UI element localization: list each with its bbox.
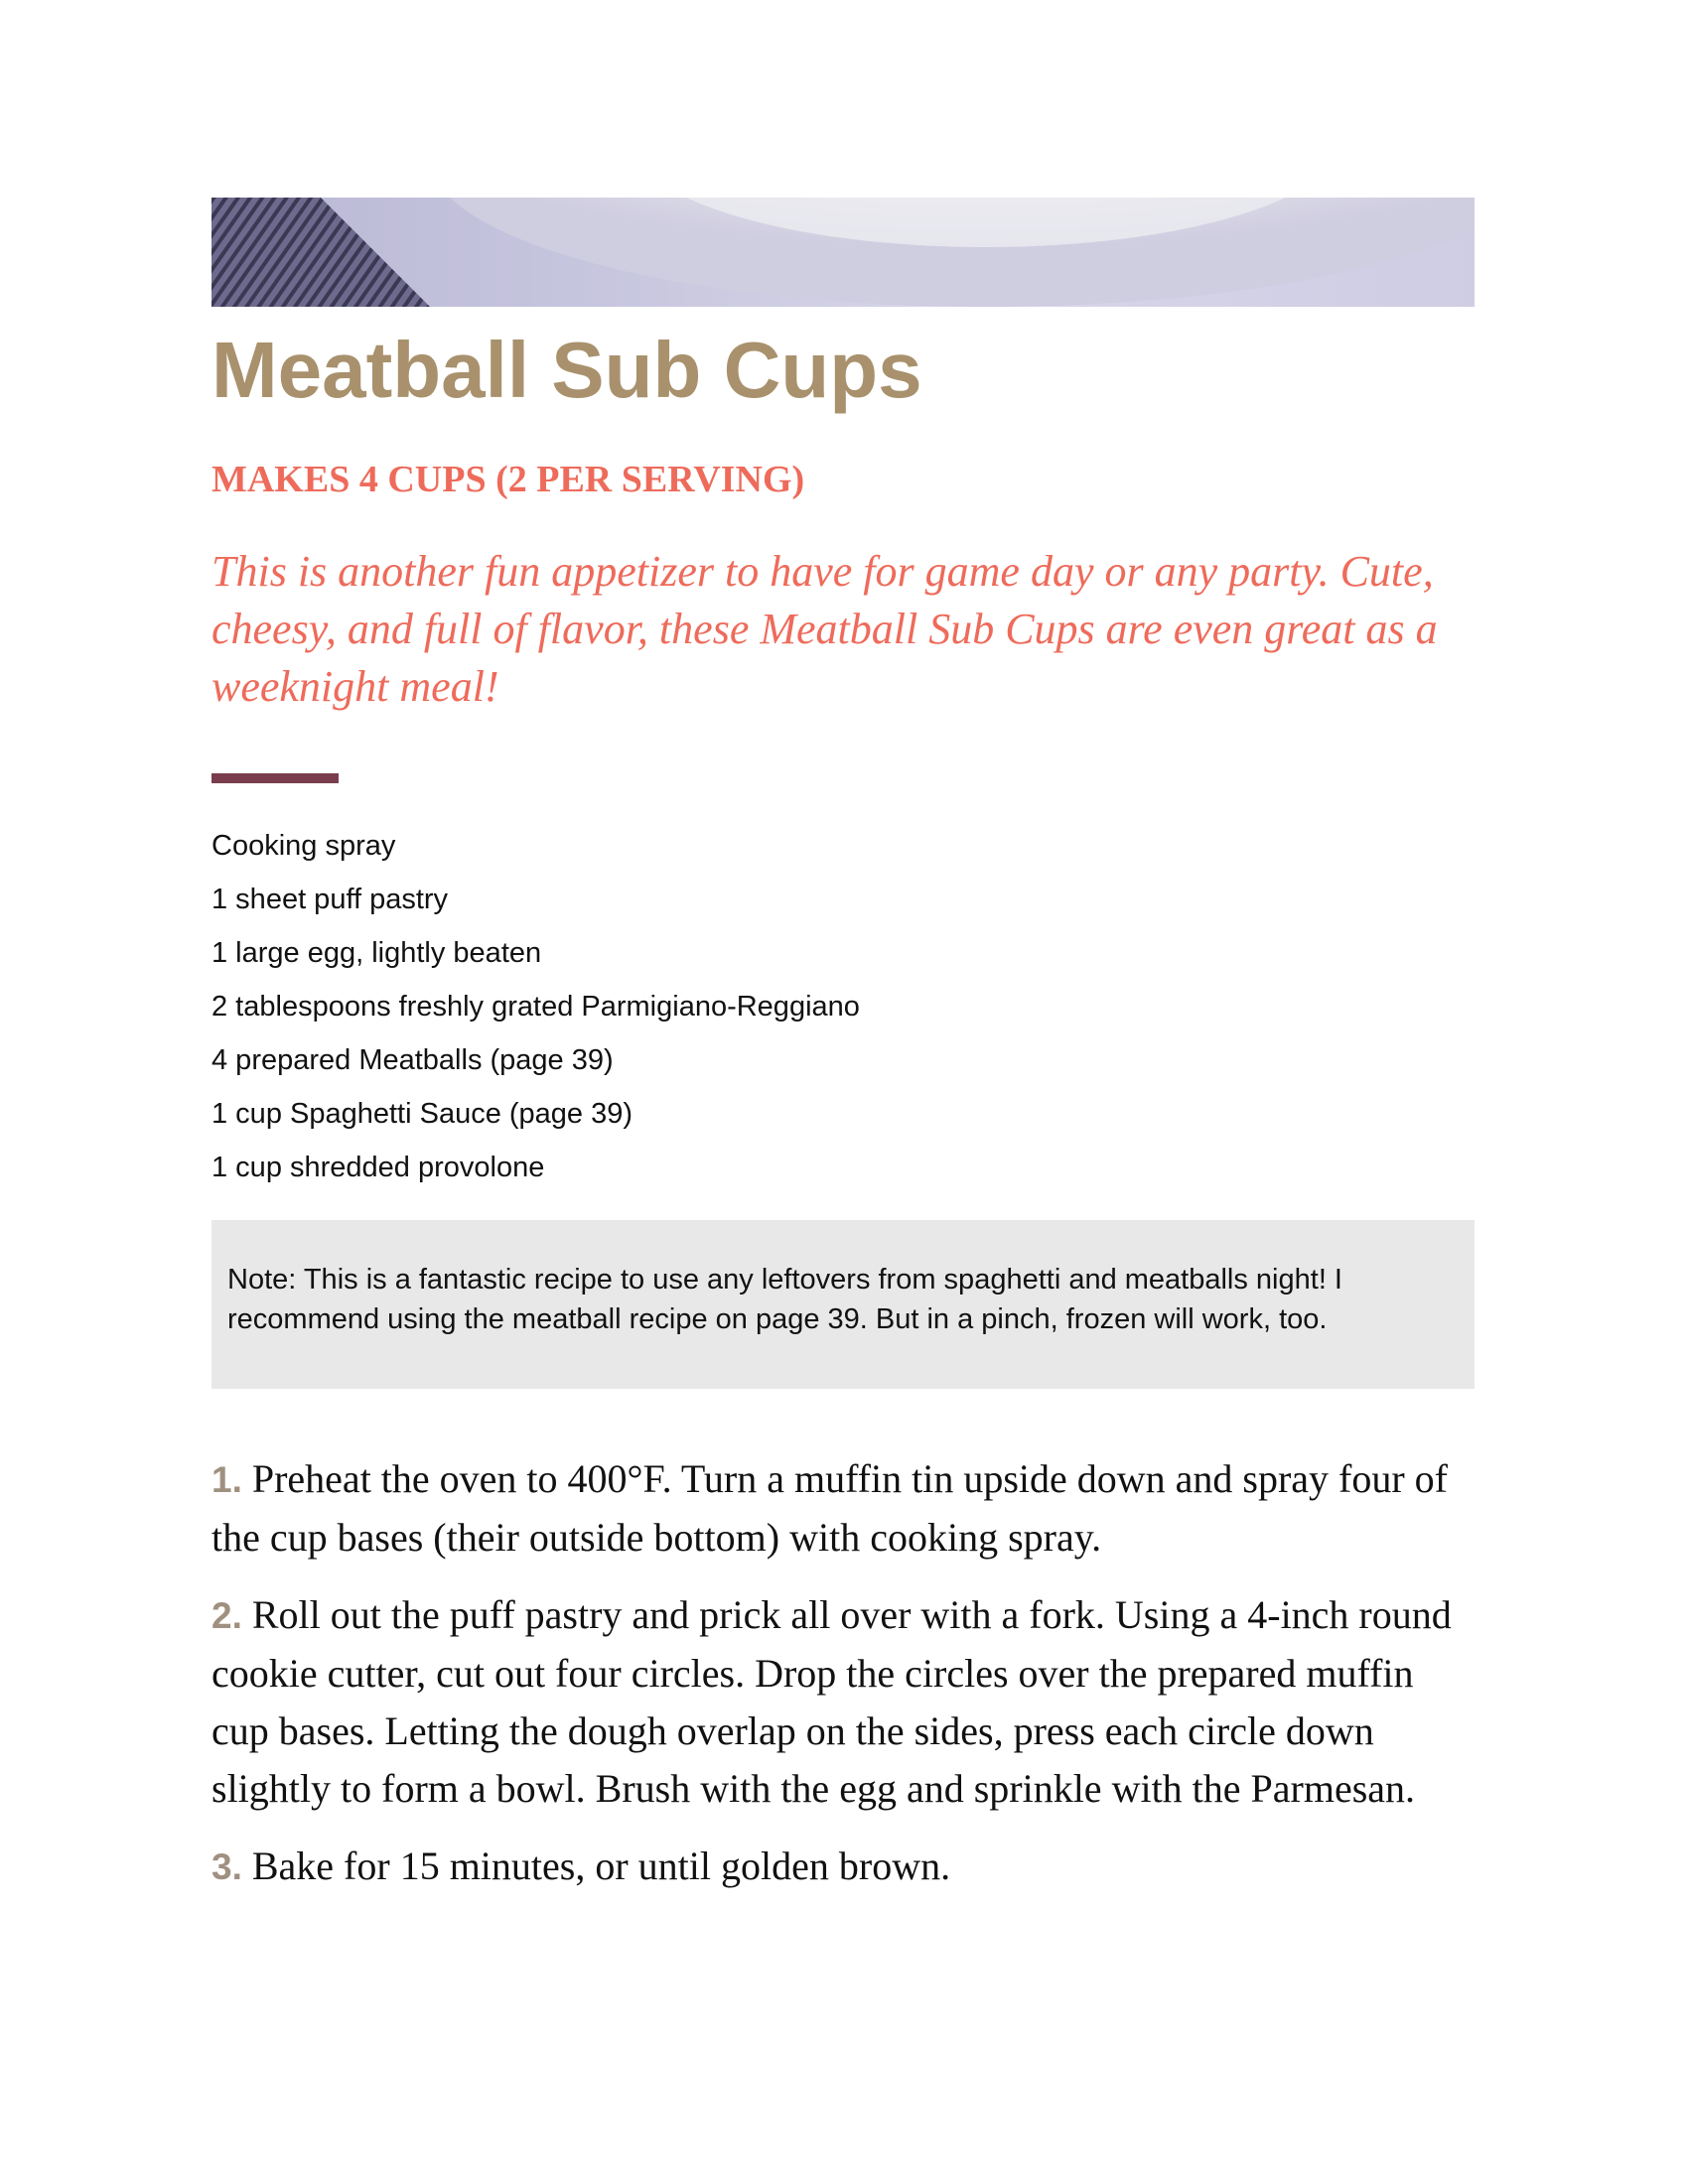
step-number: 1. xyxy=(211,1459,242,1500)
ingredient-item: 1 cup Spaghetti Sauce (page 39) xyxy=(211,1098,633,1130)
step-text: Preheat the oven to 400°F. Turn a muffin tin upside down and spray four of the cup bases (their outside bottom) with cooking spray. xyxy=(211,1456,1448,1560)
step-item xyxy=(211,1450,1475,1567)
step-text: Roll out the puff pastry and prick all over with a fork. Using a 4-inch round cookie cutter, cut out four circles. Drop the circles over the prepared muffin cup bases. Letting the dough overlap on the sides, press each circle down slightly to form a bowl. Brush with the egg and sprinkle with the Parmesan. xyxy=(211,1592,1452,1811)
recipe-note: Note: This is a fantastic recipe to use any leftovers from spaghetti and meatballs night! I recommend using the meatball recipe on page 39. But in a pinch, frozen will work, too. xyxy=(211,1220,1475,1389)
ingredient-item: 4 prepared Meatballs (page 39) xyxy=(211,1044,614,1076)
ingredient-list xyxy=(211,819,1475,1194)
ingredient-item: Cooking spray xyxy=(211,830,396,862)
ingredient-item: 2 tablespoons freshly grated Parmigiano-Reggiano xyxy=(211,991,860,1023)
recipe-page xyxy=(211,198,1475,1916)
recipe-title: Meatball Sub Cups xyxy=(211,326,922,414)
recipe-intro: This is another fun appetizer to have for game day or any party. Cute, cheesy, and full of flavor, these Meatball Sub Cups are even great as a weeknight meal! xyxy=(211,547,1438,711)
ingredient-item: 1 cup shredded provolone xyxy=(211,1152,545,1183)
step-number: 2. xyxy=(211,1595,242,1636)
napkin-shape xyxy=(211,198,430,307)
section-divider xyxy=(211,773,339,783)
ingredient-item: 1 large egg, lightly beaten xyxy=(211,937,542,969)
step-number: 3. xyxy=(211,1846,242,1887)
step-list xyxy=(211,1450,1475,1896)
ingredient-item: 1 sheet puff pastry xyxy=(211,884,449,915)
step-item xyxy=(211,1838,1475,1896)
step-text: Bake for 15 minutes, or until golden brown. xyxy=(251,1843,951,1888)
recipe-yield: MAKES 4 CUPS (2 PER SERVING) xyxy=(211,459,805,500)
banner-illustration xyxy=(211,198,1475,307)
banner-photo xyxy=(211,198,1475,307)
step-item xyxy=(211,1586,1475,1818)
